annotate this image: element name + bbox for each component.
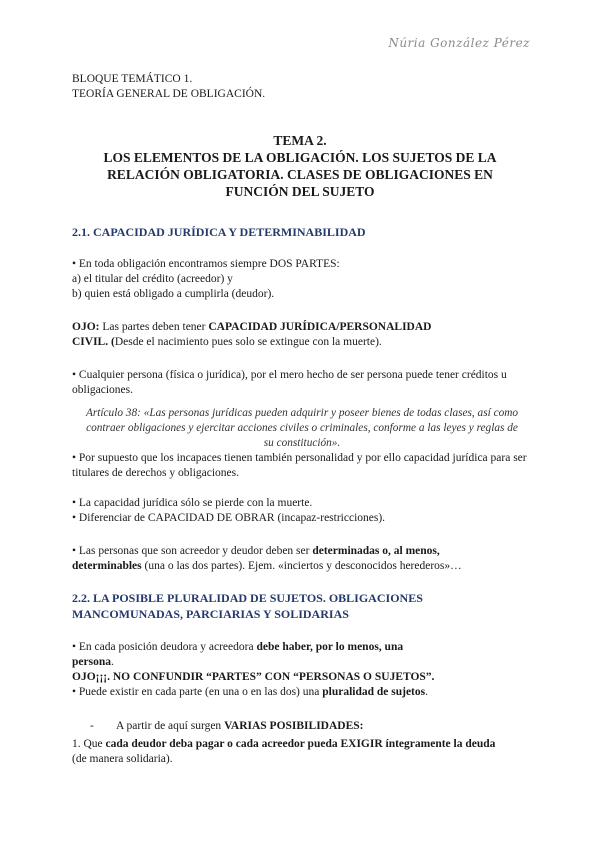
ojo-label: OJO:: [72, 321, 100, 333]
text-line: b) quien está obligado a cumplirla (deudor).: [72, 288, 275, 300]
text-line: • Diferenciar de CAPACIDAD DE OBRAR (incapaz-restricciones).: [72, 512, 386, 524]
paragraph-determinadas: [72, 544, 532, 574]
paragraph-cualquier-persona: • Cualquier persona (física o jurídica), por el mero hecho de ser persona puede tener créditos u obligaciones.: [72, 369, 507, 396]
text-span: .: [110, 656, 114, 668]
paragraph-incapaces: • Por supuesto que los incapaces tienen también personalidad y por ello capacidad jurídica para ser titulares de derechos y obligaciones.: [72, 452, 527, 479]
text-line: • La capacidad jurídica sólo se pierde con la muerte.: [72, 497, 313, 509]
author-signature: Núria González Pérez: [388, 36, 530, 50]
bold-span: persona: [72, 656, 111, 668]
paragraph-solidaria: [72, 737, 532, 767]
quote-label: Artículo 38:: [85, 407, 141, 419]
tema-title-line: RELACIÓN OBLIGATORIA. CLASES DE OBLIGACIONES EN: [107, 167, 493, 182]
heading-line: 2.2. LA POSIBLE PLURALIDAD DE SUJETOS. OBLIGACIONES: [72, 591, 423, 605]
text-span: Las partes deben tener: [99, 321, 209, 333]
dash-bullet: -: [90, 720, 94, 732]
text-span: (una o las dos partes). Ejem. «inciertos y desconocidos herederos»…: [141, 560, 462, 572]
text-span: Desde el nacimiento pues solo se extingue con la muerte).: [114, 336, 382, 348]
bold-span: determinables: [72, 560, 142, 572]
paragraph-dos-partes: [72, 257, 532, 302]
bold-span: VARIAS POSIBILIDADES:: [224, 720, 364, 732]
tema-title-line: FUNCIÓN DEL SUJETO: [225, 184, 375, 199]
paragraph-posibilidades: [72, 719, 532, 734]
ojo-warning: OJO¡¡¡. NO CONFUNDIR “PARTES” CON “PERSONAS O SUJETOS”.: [72, 671, 435, 683]
text-line: a) el titular del crédito (acreedor) y: [72, 273, 233, 285]
paragraph-capacidad-muerte: [72, 496, 532, 526]
heading-line: MANCOMUNADAS, PARCIARIAS Y SOLIDARIAS: [72, 607, 349, 621]
tema-number: TEMA 2.: [273, 133, 327, 148]
bloque-title: BLOQUE TEMÁTICO 1.: [72, 73, 193, 85]
bloque-subtitle: TEORÍA GENERAL DE OBLIGACIÓN.: [72, 88, 266, 100]
paragraph-ojo-capacidad: [72, 320, 532, 350]
quote-text: «Las personas jurídicas pueden adquirir y poseer bienes de todas clases, así como contraer obligaciones y ejercitar acciones civiles o criminales, conforme a las leyes y reglas de su constitución».: [86, 407, 519, 449]
bold-span: cada deudor deba pagar o cada acreedor pueda EXIGIR íntegramente la deuda: [105, 738, 496, 750]
bold-span: CAPACIDAD JURÍDICA/PERSONALIDAD: [208, 321, 432, 333]
bold-span: pluralidad de sujetos: [322, 686, 426, 698]
bold-span: determinadas o, al menos,: [312, 545, 440, 557]
bold-span: debe haber, por lo menos, una: [256, 641, 404, 653]
bloque-header: [72, 72, 265, 102]
text-span: 1. Que: [72, 738, 106, 750]
tema-title-line: LOS ELEMENTOS DE LA OBLIGACIÓN. LOS SUJETOS DE LA: [103, 150, 497, 165]
tema-title: [72, 132, 528, 200]
text-span: .: [425, 686, 428, 698]
section-heading-2-2: [72, 590, 528, 622]
paragraph-una-persona: [72, 640, 532, 700]
text-span: A partir de aquí surgen: [116, 720, 225, 732]
bold-span: CIVIL. (: [72, 336, 115, 348]
text-line: (de manera solidaria).: [72, 753, 173, 765]
text-span: • En cada posición deudora y acreedora: [72, 641, 257, 653]
section-heading-2-1: 2.1. CAPACIDAD JURÍDICA Y DETERMINABILIDAD: [72, 225, 366, 239]
text-span: • Puede existir en cada parte (en una o en las dos) una: [72, 686, 323, 698]
text-span: • Las personas que son acreedor y deudor deben ser: [72, 545, 313, 557]
quote-articulo-38: [80, 406, 524, 451]
text-line: • En toda obligación encontramos siempre DOS PARTES:: [72, 258, 340, 270]
